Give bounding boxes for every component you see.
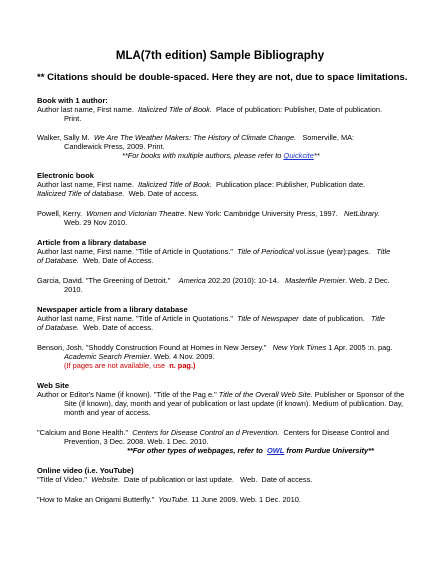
website-format-line2: Site (if known), day, month and year of publication or last update (if known). Medium of publication. Day,: [64, 399, 404, 408]
ebook-format-line2: Italicized Title of database. Web. Date of access.: [37, 189, 199, 198]
quickcite-link[interactable]: Quickcite: [283, 151, 314, 160]
book-example-line2: Candlewick Press, 2009. Print.: [64, 142, 165, 151]
ebook-example-line1: Powell, Kerry. Women and Victorian Theatre. New York: Cambridge University Press, 1997. NetLibrary.: [37, 209, 380, 218]
article-example-line1: Garcia, David. "The Greening of Detroit." America 202.20 (2010): 10-14. Masterfile Premier. Web. 2 Dec.: [37, 276, 390, 285]
video-format-line: "Title of Video." Website. Date of publication or last update. Web. Date of access.: [37, 475, 313, 484]
video-heading: Online video (i.e. YouTube): [37, 466, 134, 475]
newspaper-example-line1: Benson, Josh. "Shoddy Construction Found at Homes in New Jersey." New York Times 1 Apr. 2005 :n. pag.: [37, 343, 393, 352]
ebook-example-line2: Web. 29 Nov 2010.: [64, 218, 128, 227]
article-heading: Article from a library database: [37, 238, 147, 247]
newspaper-format-line1: Author last name, First name. "Title of Article in Quotations." Title of Newspaper date of publication. Title: [37, 314, 385, 323]
owl-link[interactable]: OWL: [267, 446, 285, 455]
newspaper-example-line2: Academic Search Premier. Web. 4 Nov. 2009.: [64, 352, 215, 361]
newspaper-format-line2: of Database. Web. Date of access.: [37, 323, 154, 332]
article-format-line2: of Database. Web. Date of Access.: [37, 256, 154, 265]
newspaper-pages-note: (If pages are not available, use n. pag.): [64, 361, 196, 370]
book-format-line1: Author last name, First name. Italicized Title of Book. Place of publication: Publisher, Date of publication.: [37, 105, 383, 114]
article-format-line1: Author last name, First name. "Title of Article in Quotations." Title of Periodical vol.issue (year):pages. Title: [37, 247, 391, 256]
ebook-heading: Electronic book: [37, 171, 94, 180]
website-format-line1: Author or Editor's Name (if known). "Title of the Pag e." Title of the Overall Web Site. Publisher or Sponsor of the: [37, 390, 405, 399]
ebook-format-line1: Author last name, First name. Italicized Title of Book. Publication place: Publisher, Publication date.: [37, 180, 366, 189]
book-format-line2: Print.: [64, 114, 82, 123]
page-title: MLA(7th edition) Sample Bibliography: [115, 50, 325, 62]
website-example-line2: Prevention, 3 Dec. 2008. Web. 1 Dec. 2010.: [64, 437, 209, 446]
book-example-line1: Walker, Sally M. We Are The Weather Makers: The History of Climate Change. Somerville, MA:: [37, 133, 355, 142]
website-example-line1: "Calcium and Bone Health." Centers for Disease Control an d Prevention. Centers for Disease Control and: [37, 428, 389, 437]
article-example-line2: 2010.: [64, 285, 83, 294]
book-heading: Book with 1 author:: [37, 96, 108, 105]
website-heading: Web Site: [37, 381, 69, 390]
video-example-line: "How to Make an Origami Butterfly." YouTube. 11 June 2009. Web. 1 Dec. 2010.: [37, 495, 301, 504]
book-tip: **For books with multiple authors, please refer to Quickcite**: [122, 151, 320, 160]
newspaper-heading: Newspaper article from a library database: [37, 305, 188, 314]
website-tip: **For other types of webpages, refer to OWL from Purdue University**: [127, 446, 374, 455]
spacing-notice: ** Citations should be double-spaced. Here they are not, due to space limitations.: [37, 72, 408, 83]
website-format-line3: month and year of access.: [64, 408, 151, 417]
